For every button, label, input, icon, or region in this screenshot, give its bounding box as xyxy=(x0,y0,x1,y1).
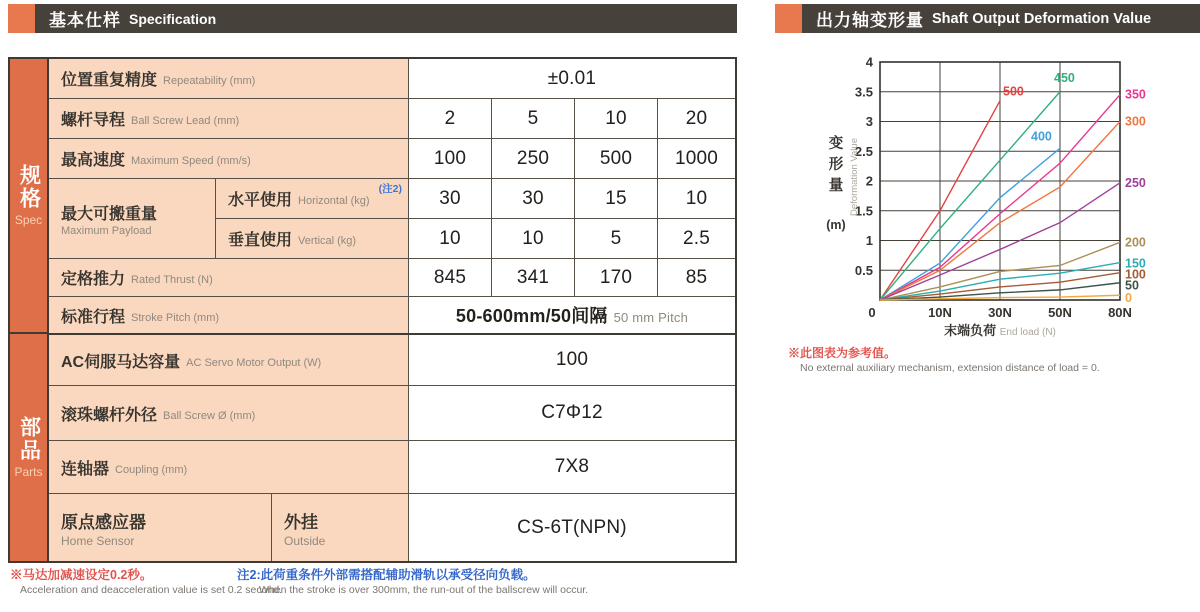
lead-value: 5 xyxy=(492,99,575,138)
home-sensor-mount-label xyxy=(272,494,409,561)
y-axis-title-zh: 量 xyxy=(828,178,844,194)
horizontal-label-en: Horizontal (kg) xyxy=(298,195,370,207)
y-tick-label: 0.5 xyxy=(854,262,873,278)
x-tick-label: 80N xyxy=(1108,305,1132,320)
spec-rows xyxy=(49,59,735,561)
y-axis-unit: (m) xyxy=(826,218,846,232)
spec-header-title-en: Specification xyxy=(129,10,217,27)
repeatability-value: ±0.01 xyxy=(409,59,735,98)
deformation-header-title-en: Shaft Output Deformation Value xyxy=(932,10,1152,27)
thrust-value: 170 xyxy=(575,259,658,296)
y-tick-label: 1 xyxy=(865,233,873,248)
speed-value: 100 xyxy=(409,139,492,178)
row-rated-thrust xyxy=(49,259,735,297)
row-ball-screw-lead xyxy=(49,99,735,139)
orange-accent-square xyxy=(8,4,35,33)
home-sensor-label xyxy=(49,494,272,561)
row-max-speed xyxy=(49,139,735,179)
home-sensor-label-zh: 原点感应器 xyxy=(61,512,146,532)
payload-label-en: Maximum Payload xyxy=(61,224,152,237)
y-tick-label: 3.5 xyxy=(854,84,873,100)
row-payload-horizontal xyxy=(216,179,735,219)
payload-label xyxy=(49,179,216,258)
x-axis-title: 末端负荷 End load (N) xyxy=(944,323,1056,338)
series-label-50: 50 xyxy=(1125,278,1139,293)
speed-label-en: Maximum Speed (mm/s) xyxy=(131,155,251,167)
motor-label-en: AC Servo Motor Output (W) xyxy=(186,356,322,369)
row-home-sensor xyxy=(49,494,735,561)
horizontal-value: 30 xyxy=(492,179,575,218)
series-label-400: 400 xyxy=(1031,129,1052,144)
section-label-parts xyxy=(10,334,47,561)
series-label-200: 200 xyxy=(1125,235,1146,250)
lead-value: 20 xyxy=(658,99,735,138)
section-parts-zh: 部品 xyxy=(17,416,41,462)
horizontal-label-zh: 水平使用 xyxy=(228,192,293,209)
section-spec-zh: 规格 xyxy=(17,164,41,210)
motor-label-zh: AC伺服马达容量 xyxy=(61,353,181,371)
coupling-label-en: Coupling (mm) xyxy=(115,463,188,476)
horizontal-value: 30 xyxy=(409,179,492,218)
vertical-value: 10 xyxy=(409,219,492,258)
row-stroke-pitch xyxy=(49,297,735,335)
vertical-value: 2.5 xyxy=(658,219,735,258)
repeatability-label-en: Repeatability (mm) xyxy=(163,75,256,87)
thrust-value: 85 xyxy=(658,259,735,296)
series-label-350: 350 xyxy=(1125,87,1146,102)
footnote-load-zh: 注2:此荷重条件外部需搭配辅助滑轨以承受径向负载。 xyxy=(237,568,536,582)
series-label-0: 0 xyxy=(1125,291,1132,306)
thrust-label-en: Rated Thrust (N) xyxy=(131,274,213,286)
deformation-header-title-zh: 出力轴变形量 xyxy=(816,11,924,30)
lead-value: 2 xyxy=(409,99,492,138)
payload-label-zh: 最大可搬重量 xyxy=(61,205,158,223)
series-label-450: 450 xyxy=(1054,70,1075,85)
row-servo-motor xyxy=(49,335,735,386)
chart-footnote-en: No external auxiliary mechanism, extension distance of load = 0. xyxy=(800,362,1100,374)
y-axis-title-en: Deformation Value xyxy=(849,138,860,216)
series-label-150: 150 xyxy=(1125,256,1146,271)
speed-label-zh: 最高速度 xyxy=(61,152,126,169)
series-label-250: 250 xyxy=(1125,175,1146,190)
horizontal-value: 10 xyxy=(658,179,735,218)
series-label-100: 100 xyxy=(1125,267,1146,282)
row-repeatability xyxy=(49,59,735,99)
row-payload-vertical xyxy=(216,219,735,258)
y-axis-title-zh: 变 xyxy=(828,136,844,152)
section-parts-en: Parts xyxy=(14,465,43,479)
spec-section-header xyxy=(8,4,737,33)
vertical-value: 10 xyxy=(492,219,575,258)
row-ball-screw-od xyxy=(49,386,735,441)
stroke-value-en: 50 mm Pitch xyxy=(613,309,689,325)
y-tick-label: 2.5 xyxy=(854,143,873,159)
x-tick-label: 10N xyxy=(928,305,952,320)
motor-value: 100 xyxy=(409,335,735,385)
x-tick-label: 30N xyxy=(988,305,1012,320)
speed-value: 1000 xyxy=(658,139,735,178)
thrust-value: 341 xyxy=(492,259,575,296)
lead-label-zh: 螺杆导程 xyxy=(61,112,126,129)
screw-od-value: C7Φ12 xyxy=(409,386,735,440)
home-sensor-value: CS-6T(NPN) xyxy=(409,494,735,561)
stroke-label-zh: 标准行程 xyxy=(61,308,126,326)
x-tick-label: 0 xyxy=(868,305,876,320)
chart-footnote-zh: ※此图表为参考值。 xyxy=(788,346,897,360)
series-line-400 xyxy=(880,148,1060,300)
chart-footnote xyxy=(788,346,1100,376)
section-strip xyxy=(10,59,49,561)
lead-value: 10 xyxy=(575,99,658,138)
horizontal-value: 15 xyxy=(575,179,658,218)
home-sensor-outside-zh: 外挂 xyxy=(284,512,318,532)
screw-od-label-en: Ball Screw Ø (mm) xyxy=(163,409,256,422)
deformation-chart xyxy=(800,45,1200,355)
y-tick-label: 3 xyxy=(865,114,873,129)
spec-header-title-zh: 基本仕样 xyxy=(49,11,121,30)
orange-accent-square xyxy=(775,4,802,33)
screw-od-label-zh: 滚珠螺杆外径 xyxy=(61,406,158,424)
stroke-label-en: Stroke Pitch (mm) xyxy=(131,311,220,324)
series-label-500: 500 xyxy=(1003,84,1024,99)
vertical-value: 5 xyxy=(575,219,658,258)
home-sensor-label-en: Home Sensor xyxy=(61,533,135,548)
lead-label-en: Ball Screw Lead (mm) xyxy=(131,115,240,127)
note2-ref: (注2) xyxy=(378,183,402,195)
speed-value: 250 xyxy=(492,139,575,178)
section-spec-en: Spec xyxy=(14,213,43,227)
deformation-section-header xyxy=(775,4,1200,33)
row-max-payload xyxy=(49,179,735,259)
footnote-motor-en: Acceleration and deacceleration value is set 0.2 second. xyxy=(20,584,283,596)
x-tick-label: 50N xyxy=(1048,305,1072,320)
stroke-value xyxy=(409,297,735,333)
thrust-label-zh: 定格推力 xyxy=(61,271,126,288)
y-tick-label: 1.5 xyxy=(854,203,873,219)
footnote-motor-zh: ※马达加减速设定0.2秒。 xyxy=(10,568,153,582)
speed-value: 500 xyxy=(575,139,658,178)
y-tick-label: 2 xyxy=(865,173,873,189)
repeatability-label-zh: 位置重复精度 xyxy=(61,72,158,89)
footnote-load xyxy=(237,568,588,598)
stroke-value-zh: 50-600mm/50间隔 xyxy=(455,306,608,326)
section-label-spec xyxy=(10,59,47,334)
coupling-label-zh: 连轴器 xyxy=(61,460,110,478)
series-label-300: 300 xyxy=(1125,114,1146,129)
footnote-load-en: When the stroke is over 300mm, the run-out of the ballscrew will occur. xyxy=(259,584,589,596)
home-sensor-outside-en: Outside xyxy=(284,533,326,548)
coupling-value: 7X8 xyxy=(409,441,735,493)
row-coupling xyxy=(49,441,735,494)
y-tick-label: 4 xyxy=(865,54,873,70)
spec-table xyxy=(8,57,737,563)
thrust-value: 845 xyxy=(409,259,492,296)
vertical-label-zh: 垂直使用 xyxy=(228,232,293,249)
y-axis-title-zh: 形 xyxy=(828,157,844,173)
vertical-label-en: Vertical (kg) xyxy=(298,235,357,247)
